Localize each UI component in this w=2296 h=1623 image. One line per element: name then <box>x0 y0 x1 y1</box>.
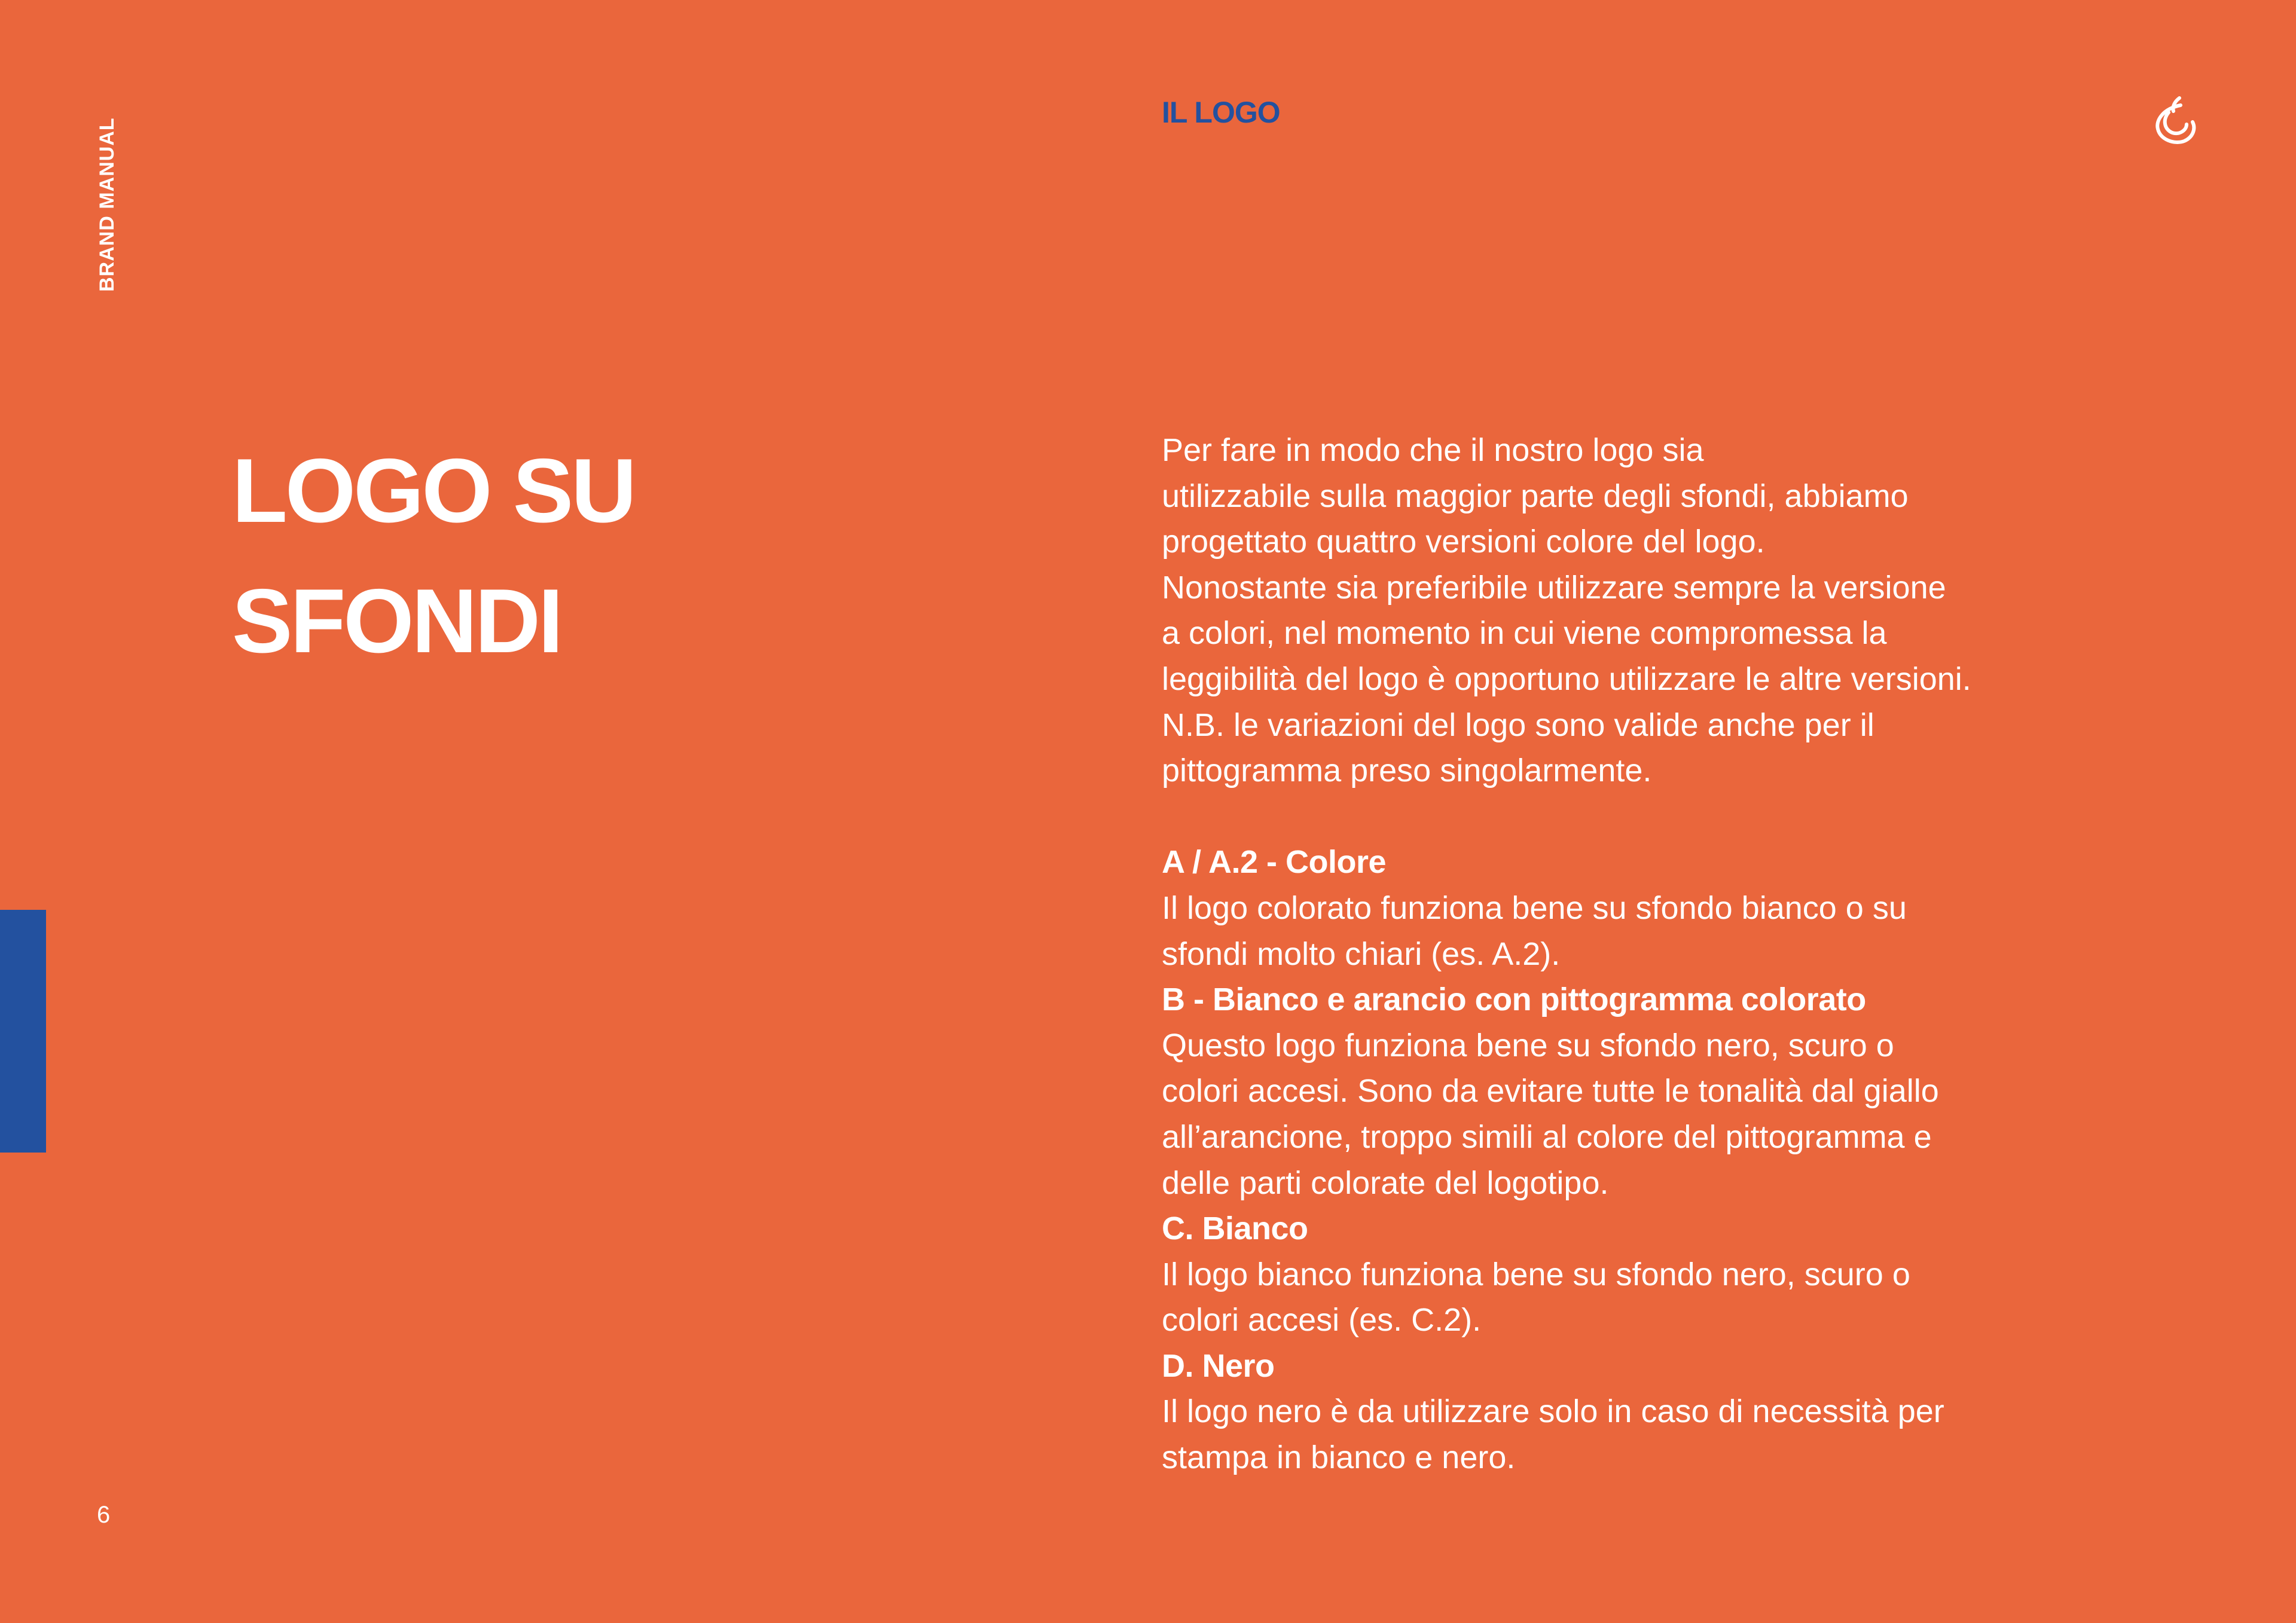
intro-line: Nonostante sia preferibile utilizzare sempre la versione <box>1162 569 1946 606</box>
section-description <box>1162 1252 2095 1343</box>
intro-line: pittogramma preso singolarmente. <box>1162 753 1652 789</box>
section-title: D. Nero <box>1162 1347 1275 1384</box>
brand-manual-side-label <box>97 100 117 292</box>
section-bianco-arancio <box>1162 977 2095 1206</box>
section-description <box>1162 1023 2095 1206</box>
section-colore <box>1162 839 2095 977</box>
intro-line: Per fare in modo che il nostro logo sia <box>1162 432 1704 468</box>
section-line: Il logo colorato funziona bene su sfondo bianco o su <box>1162 890 1907 926</box>
intro-line: progettato quattro versioni colore del logo. <box>1162 524 1765 560</box>
intro-line: a colori, nel momento in cui viene compromessa la <box>1162 615 1887 652</box>
section-line: Questo logo funziona bene su sfondo nero, scuro o <box>1162 1027 1894 1063</box>
brand-manual-label-text: BRAND MANUAL <box>96 117 118 292</box>
section-line: colori accesi. Sono da evitare tutte le tonalità dal giallo <box>1162 1073 1939 1109</box>
section-line: sfondi molto chiari (es. A.2). <box>1162 936 1561 972</box>
blue-accent-tab <box>0 910 46 1153</box>
section-bianco <box>1162 1206 2095 1343</box>
section-line: colori accesi (es. C.2). <box>1162 1302 1482 1338</box>
section-line: delle parti colorate del logotipo. <box>1162 1164 1609 1201</box>
section-title: A / A.2 - Colore <box>1162 844 1387 881</box>
section-description <box>1162 885 2095 977</box>
intro-paragraph <box>1162 427 2095 794</box>
section-line: Il logo bianco funziona bene su sfondo nero, scuro o <box>1162 1256 1910 1292</box>
page-number: 6 <box>97 1502 111 1528</box>
intro-line: utilizzabile sulla maggior parte degli sfondi, abbiamo <box>1162 478 1909 514</box>
intro-line: leggibilità del logo è opportuno utilizzare le altre versioni. <box>1162 661 1971 697</box>
intro-line: N.B. le variazioni del logo sono valide anche per il <box>1162 707 1874 743</box>
section-label: IL LOGO <box>1162 96 1280 129</box>
section-title: C. Bianco <box>1162 1211 1308 1247</box>
section-description <box>1162 1389 2095 1480</box>
headline-line-2: SFONDI <box>232 570 561 672</box>
section-line: all’arancione, troppo simili al colore del pittogramma e <box>1162 1118 1932 1155</box>
body-text-column <box>1162 427 2095 1481</box>
section-line: stampa in bianco e nero. <box>1162 1439 1516 1476</box>
section-nero <box>1162 1343 2095 1481</box>
section-title: B - Bianco e arancio con pittogramma colorato <box>1162 982 1866 1018</box>
page-headline <box>232 426 634 686</box>
section-line: Il logo nero è da utilizzare solo in caso di necessità per <box>1162 1393 1944 1430</box>
headline-line-1: LOGO SU <box>232 440 634 542</box>
brand-pictogram-icon <box>2151 94 2199 148</box>
